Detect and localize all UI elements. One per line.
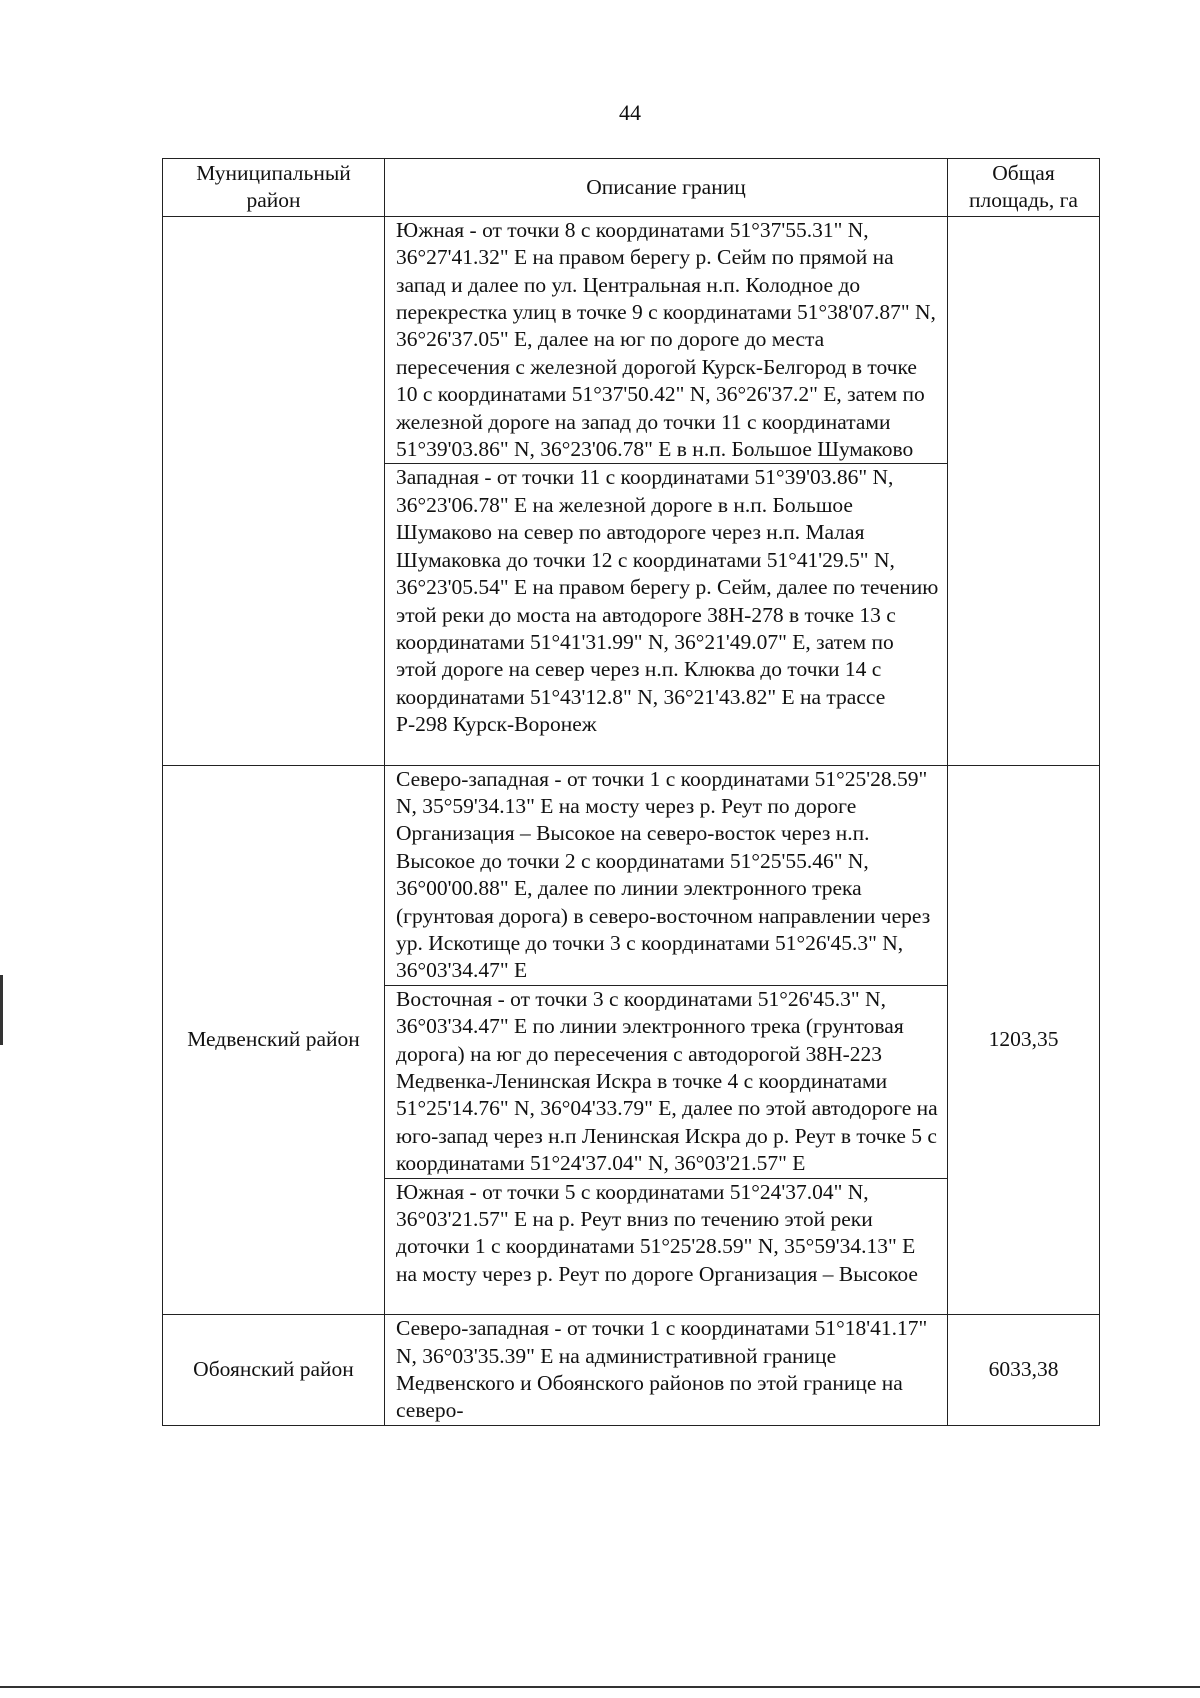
boundary-segment — [385, 1178, 948, 1315]
district-cell: Медвенский район — [163, 765, 385, 1315]
scan-edge-mark — [0, 975, 3, 1045]
district-cell: Обоянский район — [163, 1315, 385, 1426]
area-cell: 1203,35 — [948, 765, 1100, 1315]
boundary-segment: Южная - от точки 8 с координатами 51°37'55.31" N, 36°27'41.32" Е на правом берегу р. Сейм по прямой на запад и далее по ул. Центральная н.п. Колодное до перекрестка улиц в точке 9 с координатами 51°38'07.87" N, 36°26'37.05" Е, далее на юг по дороге до места пересечения с железной дорогой Курск-Белгород в точке 10 с координатами 51°37'50.42" N, 36°26'37.2" Е, затем по железной дороге на запад до точки 11 с координатами 51°39'03.86" N, 36°23'06.78" Е в н.п. Большое Шумаково — [385, 216, 948, 464]
table-header-row — [163, 159, 1100, 217]
page-number: 44 — [619, 100, 641, 125]
area-cell: 6033,38 — [948, 1315, 1100, 1426]
scan-bottom-line — [0, 1686, 1200, 1688]
boundary-segment-text: Западная - от точки 11 с координатами 51°39'03.86" N, 36°23'06.78" Е на железной дороге в н.п. Большое Шумаково на север по автодороге через н.п. Малая Шумаковка до точки 12 с координатами 51°41'29.5" N, 36°23'05.54" Е на правом берегу р. Сейм, далее по течению этой реки до моста на автодороге 38Н-278 в точке 13 с координатами 51°41'31.99" N, 36°21'49.07" Е, затем по этой дороге на север через н.п. Клюква до точки 14 с координатами 51°43'12.8" N, 36°21'43.82" Е на трассе Р-298 Курск-Воронеж — [396, 465, 939, 737]
boundaries-table — [162, 158, 1100, 1426]
header-area: Общая площадь, га — [948, 159, 1100, 217]
table-row — [163, 216, 1100, 464]
header-district: Муниципальный район — [163, 159, 385, 217]
boundary-segment: Северо-западная - от точки 1 с координатами 51°18'41.17" N, 36°03'35.39" Е на административной границе Медвенского и Обоянского районов по этой границе на северо- — [385, 1315, 948, 1426]
area-cell — [948, 216, 1100, 765]
table-row — [163, 765, 1100, 985]
boundary-segment: Северо-западная - от точки 1 с координатами 51°25'28.59" N, 35°59'34.13" Е на мосту через р. Реут по дороге Организация – Высокое на северо-восток через н.п. Высокое до точки 2 с координатами 51°25'55.46" N, 36°00'00.88" Е, далее по линии электронного трека (грунтовая дорога) в северо-восточном направлении через ур. Искотище до точки 3 с координатами 51°26'45.3" N, 36°03'34.47" Е — [385, 765, 948, 985]
boundary-segment: Восточная - от точки 3 с координатами 51°26'45.3" N, 36°03'34.47" Е по линии электронного трека (грунтовая дорога) на юг до пересечения с автодорогой 38Н-223 Медвенка-Ленинская Искра в точке 4 с координатами 51°25'14.76" N, 36°04'33.79" Е, далее по этой автодороге на юго-запад через н.п Ленинская Искра до р. Реут в точке 5 с координатами 51°24'37.04" N, 36°03'21.57" Е — [385, 985, 948, 1178]
district-cell — [163, 216, 385, 765]
boundary-segment — [385, 464, 948, 765]
table-row — [163, 1315, 1100, 1426]
boundary-segment-text: Южная - от точки 5 с координатами 51°24'37.04" N, 36°03'21.57" Е на р. Реут вниз по течению этой реки доточки 1 с координатами 51°25'28.59" N, 35°59'34.13" Е на мосту через р. Реут по дороге Организация – Высокое — [396, 1179, 918, 1286]
header-description: Описание границ — [385, 159, 948, 217]
